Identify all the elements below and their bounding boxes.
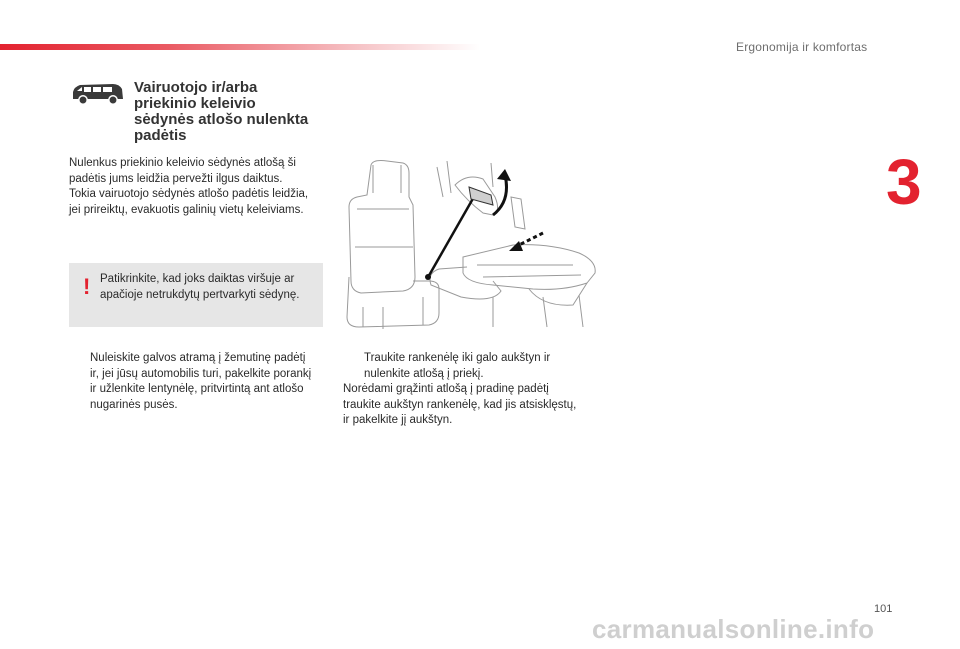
bullet-item	[343, 351, 605, 382]
bullet-text	[364, 351, 605, 382]
step-line: nugarinės pusės.	[90, 398, 178, 411]
step-right	[343, 351, 605, 429]
intro-line: jei prireiktų, evakuotis galinių vietų keleiviams.	[69, 203, 304, 216]
section-heading	[134, 80, 334, 144]
section-heading-line: priekinio keleivio	[134, 95, 256, 112]
armrest-outline	[430, 267, 501, 299]
callout-line	[427, 195, 475, 279]
warning-box	[69, 263, 323, 327]
chapter-title: Ergonomija ir komfortas	[736, 40, 868, 54]
step-line: Nuleiskite galvos atramą į žemutinę padėtį	[90, 352, 306, 364]
return-line: traukite aukštyn rankenėlę, kad jis atsisklęstų,	[343, 398, 577, 411]
bullet-icon	[69, 351, 90, 413]
step-line: ir, jei jūsų automobilis turi, pakelkite porankį	[90, 367, 312, 380]
callout-dot	[425, 274, 431, 280]
page-number: 101	[874, 603, 893, 615]
section-heading-line: Vairuotojo ir/arba	[134, 79, 258, 96]
watermark: carmanualsonline.info	[592, 614, 875, 644]
bullet-text	[90, 351, 331, 413]
folded-seat-outline	[463, 245, 595, 290]
return-line: ir pakelkite jį aukštyn.	[343, 414, 453, 427]
lever-handle	[469, 187, 493, 205]
exclamation-icon: !	[83, 274, 91, 299]
bullet-icon	[343, 351, 364, 382]
seat-back-outline	[349, 161, 415, 294]
bullet-item	[69, 351, 331, 413]
lift-arrow-icon	[493, 175, 507, 215]
seat-base-outline	[347, 277, 439, 327]
return-instructions	[343, 382, 605, 429]
headrest-outline	[373, 165, 401, 193]
intro-line: Nulenkus priekinio keleivio sėdynės atlošą ši	[69, 157, 296, 169]
step-left	[69, 351, 331, 413]
chapter-number: 3	[886, 146, 922, 218]
section-heading-line: padėtis	[134, 127, 187, 144]
intro-paragraph	[69, 156, 329, 218]
return-line: Norėdami grąžinti atlošą į pradinę padėtį	[343, 383, 549, 396]
warning-line: Patikrinkite, kad joks daiktas viršuje ar	[100, 273, 295, 285]
seat-fold-illustration	[343, 157, 601, 330]
header-accent-bar	[0, 44, 480, 50]
section-heading-line: sėdynės atlošo nulenkta	[134, 111, 309, 128]
intro-line: padėtis jums leidžia pervežti ilgus daiktus.	[69, 172, 283, 185]
van-icon	[69, 81, 125, 105]
intro-line: Tokia vairuotojo sėdynės atlošo padėtis leidžia,	[69, 188, 309, 201]
step-line: Traukite rankenėlę iki galo aukštyn ir	[364, 352, 551, 364]
warning-line: apačioje netrukdytų pertvarkyti sėdynę.	[100, 289, 300, 301]
step-line: ir užlenkite lentynėlę, pritvirtintą ant atlošo	[90, 383, 304, 396]
step-line: nulenkite atlošą į priekį.	[364, 367, 484, 380]
warning-text	[100, 271, 316, 303]
